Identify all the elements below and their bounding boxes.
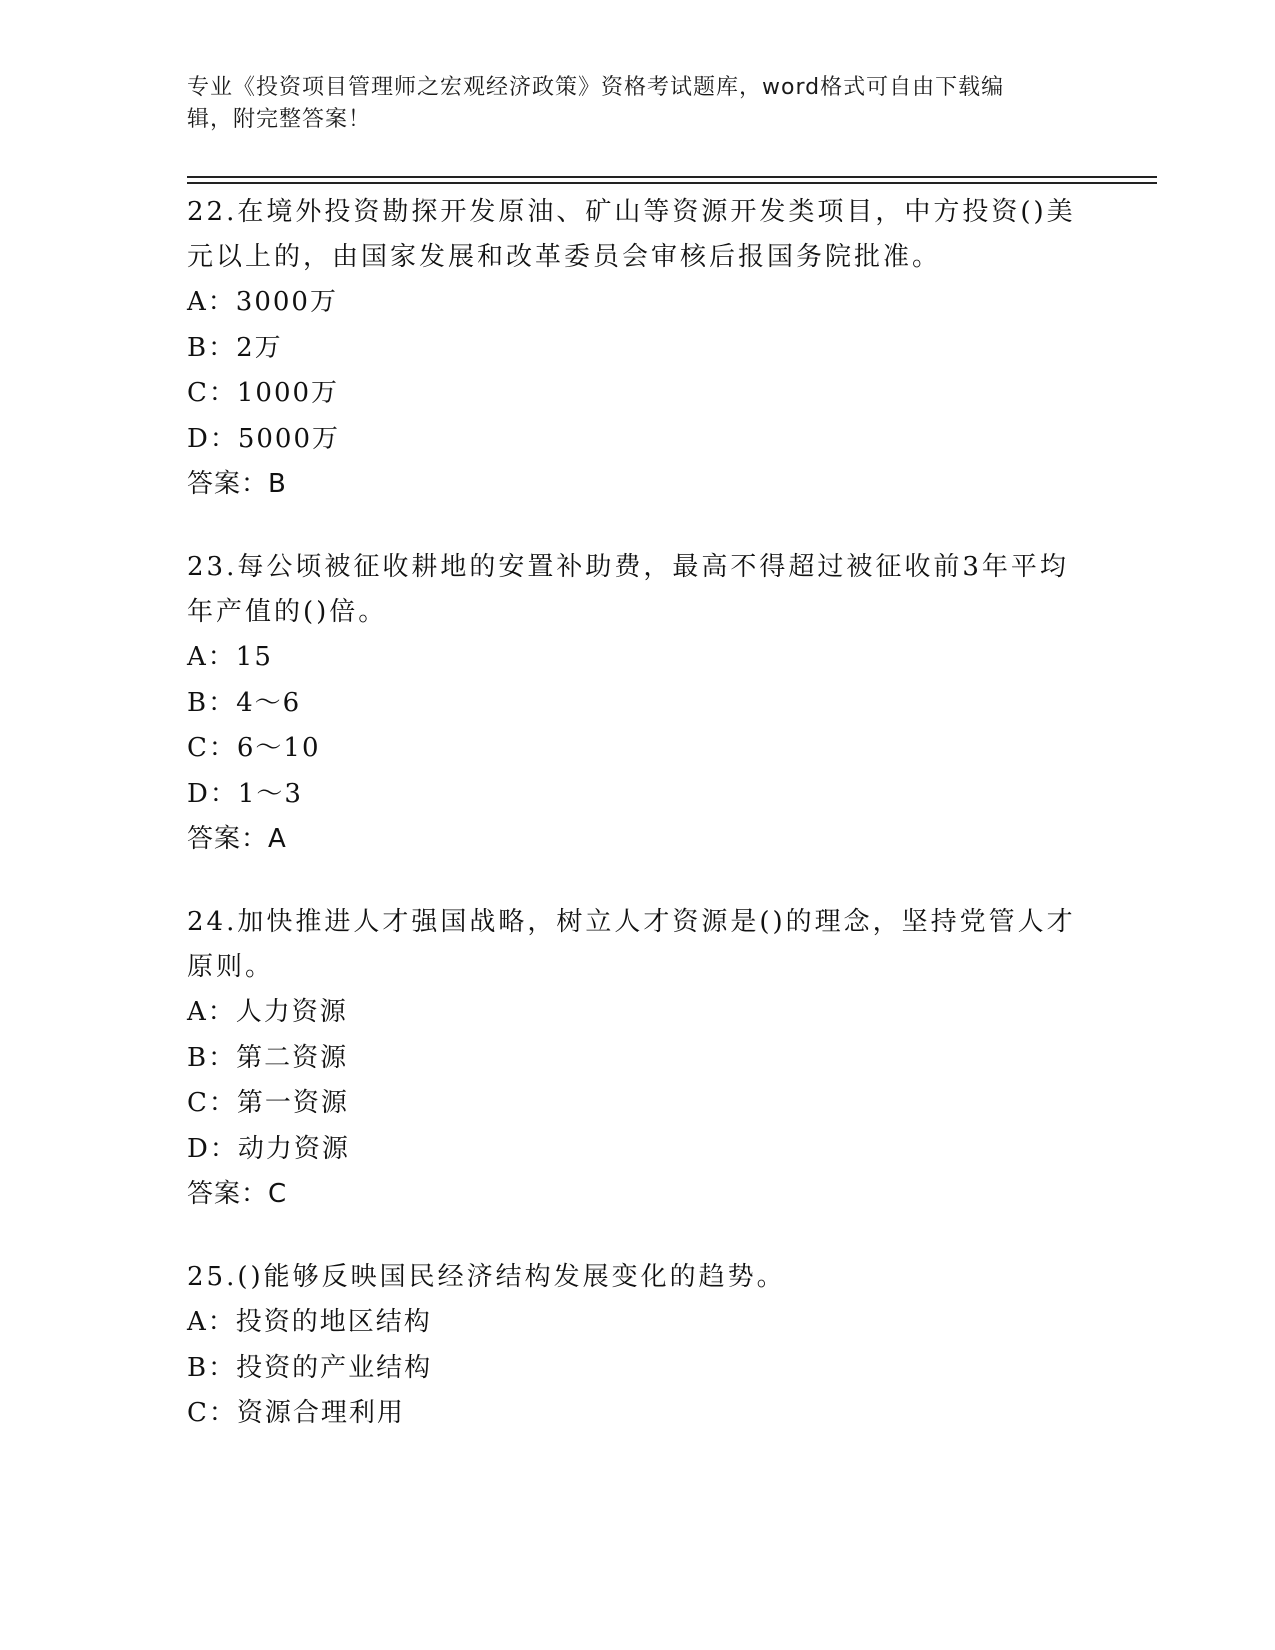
answer-line: 答案：C [187,1179,288,1209]
question-text-line: 元以上的，由国家发展和改革委员会审核后报国务院批准。 [187,242,942,272]
header-divider-bottom [187,182,1157,184]
header-divider-top [187,176,1157,178]
question-text-line: 22.在境外投资勘探开发原油、矿山等资源开发类项目，中方投资()美 [187,197,1076,227]
option-a: A：15 [187,642,273,672]
header-line-1: 专业《投资项目管理师之宏观经济政策》资格考试题库，word格式可自由下载编 [187,75,1005,100]
option-b: B：4～6 [187,687,302,718]
option-b: B：投资的产业结构 [187,1352,433,1383]
option-c: C：资源合理利用 [187,1398,405,1428]
option-b: B：2万 [187,332,283,363]
question-23 [187,545,1087,862]
question-text-line: 原则。 [187,952,275,982]
option-b: B：第二资源 [187,1042,349,1073]
question-24 [187,900,1087,1217]
question-22 [187,190,1087,507]
option-d: D：动力资源 [187,1133,350,1164]
question-25 [187,1255,1087,1437]
document-header [187,72,1087,136]
question-text-line: 25.()能够反映国民经济结构发展变化的趋势。 [187,1262,786,1292]
option-d: D：1～3 [187,778,303,809]
question-text-line: 23.每公顷被征收耕地的安置补助费，最高不得超过被征收前3年平均 [187,552,1069,582]
header-line-2: 辑，附完整答案！ [187,107,372,132]
option-d: D：5000万 [187,423,341,454]
answer-line: 答案：A [187,824,287,854]
option-c: C：6～10 [187,733,321,763]
question-text-line: 年产值的()倍。 [187,597,388,627]
option-a: A：投资的地区结构 [187,1307,432,1337]
option-c: C：1000万 [187,378,340,408]
option-c: C：第一资源 [187,1088,349,1118]
option-a: A：3000万 [187,287,338,317]
question-list [187,190,1087,1475]
answer-line: 答案：B [187,469,287,499]
option-a: A：人力资源 [187,997,348,1027]
question-text-line: 24.加快推进人才强国战略，树立人才资源是()的理念，坚持党管人才 [187,907,1076,937]
